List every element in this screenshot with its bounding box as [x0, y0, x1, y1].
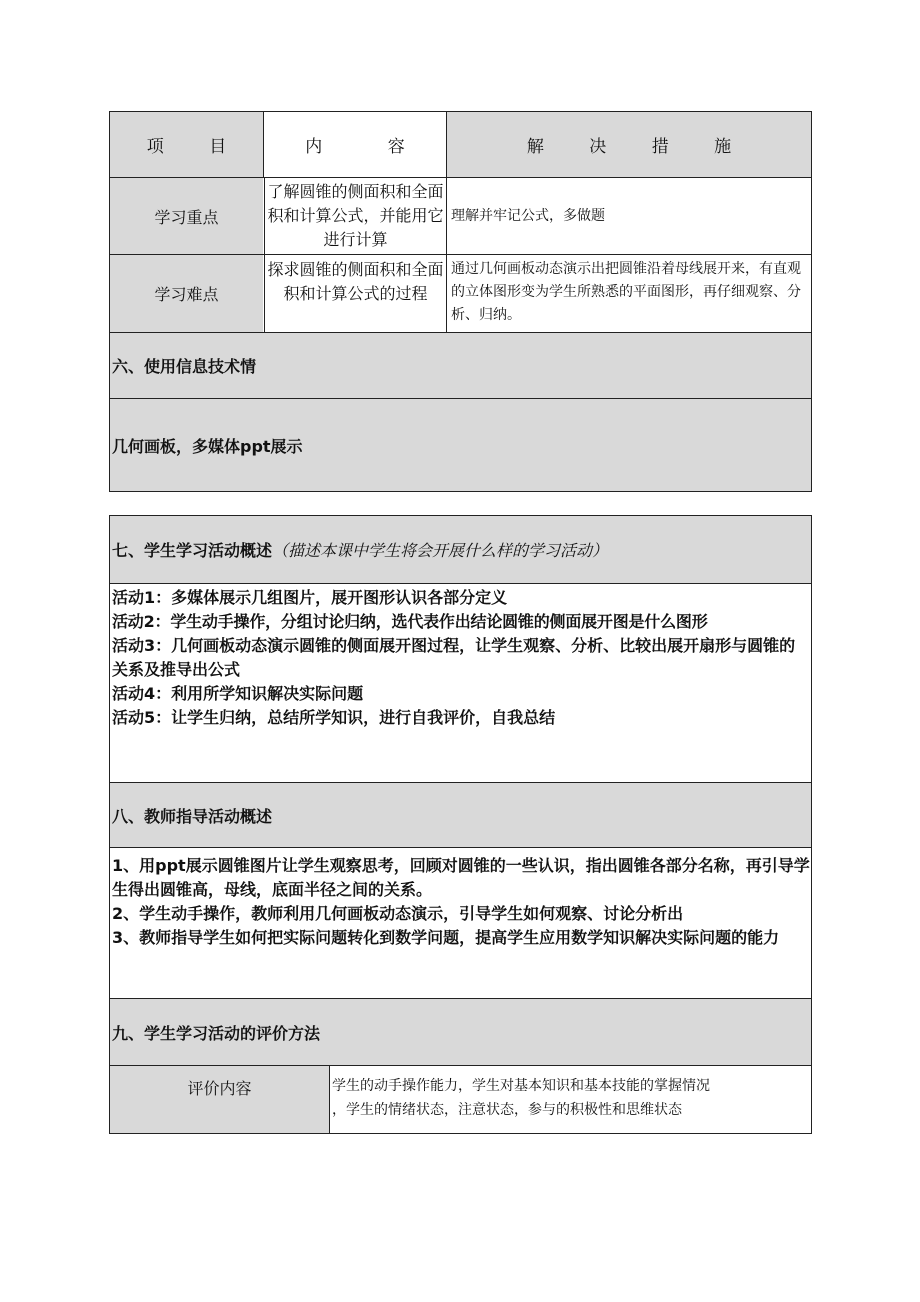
row-content-difficult: 探求圆锥的侧面积和全面积和计算公式的过程 [264, 255, 447, 332]
eval-line: ，学生的情绪状态，注意状态，参与的积极性和思维状态 [332, 1102, 682, 1118]
activity-list [110, 584, 811, 782]
section6-body: 几何画板，多媒体ppt展示 [110, 399, 811, 491]
guidance-list [110, 848, 811, 998]
section7-header [110, 516, 811, 583]
header-measure: 解 决 措 施 [526, 137, 732, 157]
row-measure-key: 理解并牢记公式，多做题 [451, 207, 605, 224]
eval-label: 评价内容 [110, 1066, 329, 1133]
list-item: 1、用ppt展示圆锥图片让学生观察思考，回顾对圆锥的一些认识，指出圆锥各部分名称，再引导学生得出圆锥高，母线，底面半径之间的关系。 [112, 856, 810, 899]
table-activities [109, 515, 812, 1134]
section9-title: 九、学生学习活动的评价方法 [110, 999, 811, 1065]
eval-content [330, 1066, 811, 1133]
list-item: 活动4：利用所学知识解决实际问题 [112, 684, 364, 703]
header-content-label: 内 容 [305, 137, 405, 157]
list-item: 3、教师指导学生如何把实际问题转化到数学问题，提高学生应用数学知识解决实际问题的能力 [112, 928, 780, 947]
eval-line: 学生的动手操作能力，学生对基本知识和基本技能的掌握情况 [332, 1078, 710, 1094]
section7-title: 七、学生学习活动概述 [112, 541, 273, 560]
list-item: 活动2：学生动手操作，分组讨论归纳，选代表作出结论圆锥的侧面展开图是什么图形 [112, 612, 708, 631]
row-label-difficult: 学习难点 [110, 255, 263, 332]
row-label-key: 学习重点 [110, 178, 263, 254]
row-measure-difficult: 通过几何画板动态演示出把圆锥沿着母线展开来，有直观的立体图形变为学生所熟悉的平面图形，再仔细观察、分析、归纳。 [451, 261, 801, 323]
list-item: 活动1：多媒体展示几组图片，展开图形认识各部分定义 [112, 588, 508, 607]
header-content [263, 112, 447, 177]
section8-title: 八、教师指导活动概述 [110, 783, 811, 847]
section6-title: 六、使用信息技术情 [110, 333, 811, 398]
list-item: 活动3：几何画板动态演示圆锥的侧面展开图过程，让学生观察、分析、比较出展开扇形与圆锥的关系及推导出公式 [112, 636, 796, 679]
list-item: 2、学生动手操作，教师利用几何画板动态演示，引导学生如何观察、讨论分析出 [112, 904, 684, 923]
header-item: 项 目 [146, 137, 227, 157]
section7-subtitle: （描述本课中学生将会开展什么样的学习活动） [272, 541, 609, 560]
table-key-points [109, 111, 812, 492]
row-content-key: 了解圆锥的侧面积和全面积和计算公式，并能用它进行计算 [264, 178, 447, 254]
list-item: 活动5：让学生归纳，总结所学知识，进行自我评价，自我总结 [112, 708, 556, 727]
